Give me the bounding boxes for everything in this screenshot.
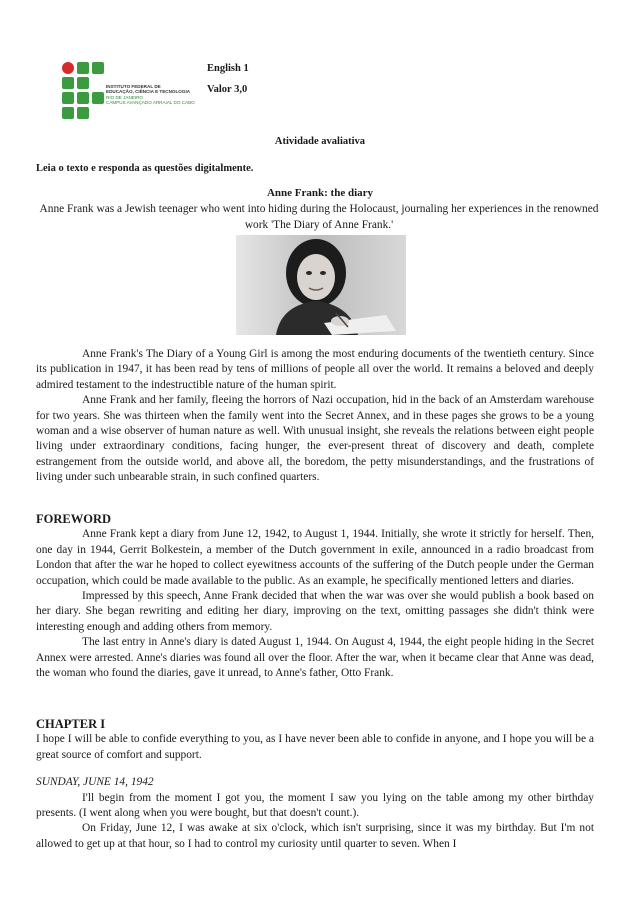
foreword-paragraph: Impressed by this speech, Anne Frank decided that when the war was over she would publish a book based on her diary. She began rewriting and editing her diary, improving on the text, omitting passages she didn't think were interesting enough and adding others from memory.	[36, 590, 594, 633]
foreword-section	[36, 512, 594, 681]
diary-paragraph: I'll begin from the moment I got you, the moment I saw you lying on the table among my other birthday presents. (I went along when you were bought, but that doesn't count.).	[36, 791, 594, 820]
anne-frank-photo	[236, 235, 406, 335]
logo-text	[106, 84, 216, 106]
diary-date: SUNDAY, JUNE 14, 1942	[36, 776, 154, 789]
diary-paragraph: On Friday, June 12, I was awake at six o'clock, which isn't surprising, since it was my birthday. But I'm not allowed to get up at that hour, so I had to control my curiosity until quarter to seven. When I	[36, 822, 594, 850]
assessment-title: Atividade avaliativa	[274, 136, 366, 147]
assessment-value: Valor 3,0	[207, 84, 248, 95]
logo-grid-icon	[62, 62, 106, 124]
course-name: English 1	[207, 63, 249, 74]
instruction-text: Leia o texto e responda as questões digitalmente.	[36, 163, 254, 174]
body-paragraph: Anne Frank's The Diary of a Young Girl is among the most enduring documents of the twentieth century. Since its publication in 1947, it has been read by tens of millions of people all over the world. It remains a beloved and deeply admired testament to the indestructible nature of the human spirit.	[36, 348, 594, 391]
chapter-section	[36, 717, 594, 852]
foreword-paragraph: Anne Frank kept a diary from June 12, 1942, to August 1, 1944. Initially, she wrote it strictly for herself. Then, one day in 1944, Gerrit Bolkestein, a member of the Dutch government in exile, announced in a radio broadcast from London that after the war he hoped to collect eyewitness accounts of the suffering of the Dutch people under the German occupation, which could be made available to the public. As an example, he specifically mentioned letters and diaries.	[36, 528, 594, 587]
institute-logo	[62, 62, 212, 124]
article-body	[36, 347, 594, 486]
logo-line: RIO DE JANEIRO	[106, 94, 144, 100]
logo-line: INSTITUTO FEDERAL DE	[106, 84, 161, 89]
logo-line: CAMPUS AVANÇADO ARRAIAL DO CABO	[106, 100, 195, 106]
chapter-intro: I hope I will be able to confide everything to you, as I have never been able to confide in anyone, and I hope you will be a great source of comfort and support.	[36, 733, 594, 761]
foreword-paragraph: The last entry in Anne's diary is dated August 1, 1944. On August 4, 1944, the eight people hiding in the Secret Annex were arrested. Anne's diaries was found all over the floor. After the war, when it became clear that Anne was dead, the woman who found the diaries, gave it unread, to Anne's father, Otto Frank.	[36, 636, 594, 680]
article-subtitle: Anne Frank was a Jewish teenager who went into hiding during the Holocaust, journaling her experiences in the renowned work 'The Diary of Anne Frank.'	[39, 203, 599, 231]
body-paragraph: Anne Frank and her family, fleeing the horrors of Nazi occupation, hid in the back of an Amsterdam warehouse for two years. She was thirteen when the family went into the Secret Annex, and in these pages she grows to be a young woman and a wise observer of human nature as well. With unusual insight, she reveals the relations between eight people living under extraordinary conditions, facing hunger, the ever-present threat of discovery and death, complete estrangement from the outside world, and above all, the boredom, the petty misunderstandings, and the frustrations of living under such unbearable strain, in such confined quarters.	[36, 394, 594, 484]
chapter-heading: CHAPTER I	[36, 717, 106, 731]
article-title: Anne Frank: the diary	[266, 187, 374, 199]
portrait-image	[236, 235, 406, 335]
logo-line: EDUCAÇÃO, CIÊNCIA E TECNOLOGIA	[106, 89, 191, 95]
foreword-heading: FOREWORD	[36, 512, 111, 526]
